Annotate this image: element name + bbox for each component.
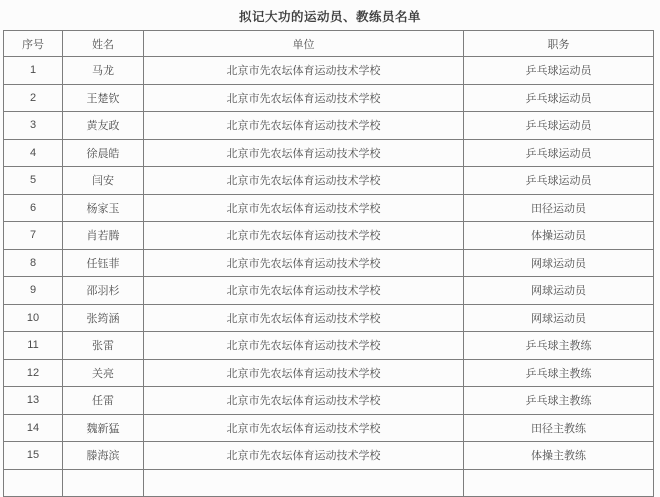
cell-position: 乒乓球运动员 (464, 112, 654, 140)
table-row (4, 57, 654, 85)
table-row (4, 139, 654, 167)
cell-position (464, 469, 654, 497)
table-row (4, 222, 654, 250)
cell-unit: 北京市先农坛体育运动技术学校 (144, 167, 464, 195)
table-row (4, 332, 654, 360)
cell-unit: 北京市先农坛体育运动技术学校 (144, 57, 464, 85)
cell-name: 黄友政 (63, 112, 144, 140)
table-row (4, 277, 654, 305)
column-header-no: 序号 (4, 31, 63, 57)
cell-no: 4 (4, 139, 63, 167)
cell-unit: 北京市先农坛体育运动技术学校 (144, 84, 464, 112)
cell-no: 1 (4, 57, 63, 85)
cell-position: 乒乓球主教练 (464, 359, 654, 387)
table-row (4, 359, 654, 387)
cell-position: 乒乓球运动员 (464, 84, 654, 112)
cell-no: 15 (4, 442, 63, 470)
cell-no: 3 (4, 112, 63, 140)
cell-unit (144, 469, 464, 497)
cell-position: 乒乓球运动员 (464, 57, 654, 85)
cell-no: 12 (4, 359, 63, 387)
cell-name: 徐晨皓 (63, 139, 144, 167)
cell-no: 5 (4, 167, 63, 195)
cell-no: 13 (4, 387, 63, 415)
table-row (4, 194, 654, 222)
cell-name: 闫安 (63, 167, 144, 195)
cell-unit: 北京市先农坛体育运动技术学校 (144, 112, 464, 140)
table-row (4, 442, 654, 470)
cell-name: 滕海滨 (63, 442, 144, 470)
table-row (4, 84, 654, 112)
cell-unit: 北京市先农坛体育运动技术学校 (144, 139, 464, 167)
cell-no: 11 (4, 332, 63, 360)
cell-unit: 北京市先农坛体育运动技术学校 (144, 304, 464, 332)
cell-position: 乒乓球运动员 (464, 167, 654, 195)
cell-name: 张雷 (63, 332, 144, 360)
cell-name: 杨家玉 (63, 194, 144, 222)
cell-no: 14 (4, 414, 63, 442)
cell-unit: 北京市先农坛体育运动技术学校 (144, 194, 464, 222)
cell-unit: 北京市先农坛体育运动技术学校 (144, 222, 464, 250)
cell-position: 体操运动员 (464, 222, 654, 250)
cell-name: 任钰菲 (63, 249, 144, 277)
table-row-partial (4, 469, 654, 497)
cell-no: 2 (4, 84, 63, 112)
cell-no: 10 (4, 304, 63, 332)
cell-name: 肖若腾 (63, 222, 144, 250)
cell-no: 8 (4, 249, 63, 277)
cell-unit: 北京市先农坛体育运动技术学校 (144, 332, 464, 360)
table-row (4, 414, 654, 442)
cell-name: 任雷 (63, 387, 144, 415)
cell-unit: 北京市先农坛体育运动技术学校 (144, 277, 464, 305)
cell-position: 网球运动员 (464, 249, 654, 277)
table-row (4, 249, 654, 277)
cell-unit: 北京市先农坛体育运动技术学校 (144, 387, 464, 415)
table-header-row (4, 31, 654, 57)
table-row (4, 304, 654, 332)
page-title: 拟记大功的运动员、教练员名单 (238, 10, 421, 24)
cell-name: 王楚钦 (63, 84, 144, 112)
cell-no: 7 (4, 222, 63, 250)
cell-name: 马龙 (63, 57, 144, 85)
cell-position: 乒乓球主教练 (464, 387, 654, 415)
table-row (4, 112, 654, 140)
cell-position: 网球运动员 (464, 304, 654, 332)
cell-unit: 北京市先农坛体育运动技术学校 (144, 442, 464, 470)
cell-name (63, 469, 144, 497)
cell-no: 6 (4, 194, 63, 222)
cell-name: 关亮 (63, 359, 144, 387)
table-row (4, 387, 654, 415)
table-row (4, 167, 654, 195)
cell-position: 田径运动员 (464, 194, 654, 222)
cell-position: 乒乓球运动员 (464, 139, 654, 167)
column-header-name: 姓名 (63, 31, 144, 57)
cell-name: 邵羽杉 (63, 277, 144, 305)
cell-unit: 北京市先农坛体育运动技术学校 (144, 414, 464, 442)
cell-no (4, 469, 63, 497)
cell-unit: 北京市先农坛体育运动技术学校 (144, 249, 464, 277)
cell-name: 魏新猛 (63, 414, 144, 442)
cell-name: 张筠涵 (63, 304, 144, 332)
cell-position: 田径主教练 (464, 414, 654, 442)
cell-position: 网球运动员 (464, 277, 654, 305)
cell-no: 9 (4, 277, 63, 305)
merit-roster-table (3, 30, 654, 497)
cell-position: 乒乓球主教练 (464, 332, 654, 360)
column-header-position: 职务 (464, 31, 654, 57)
cell-position: 体操主教练 (464, 442, 654, 470)
cell-unit: 北京市先农坛体育运动技术学校 (144, 359, 464, 387)
column-header-unit: 单位 (144, 31, 464, 57)
